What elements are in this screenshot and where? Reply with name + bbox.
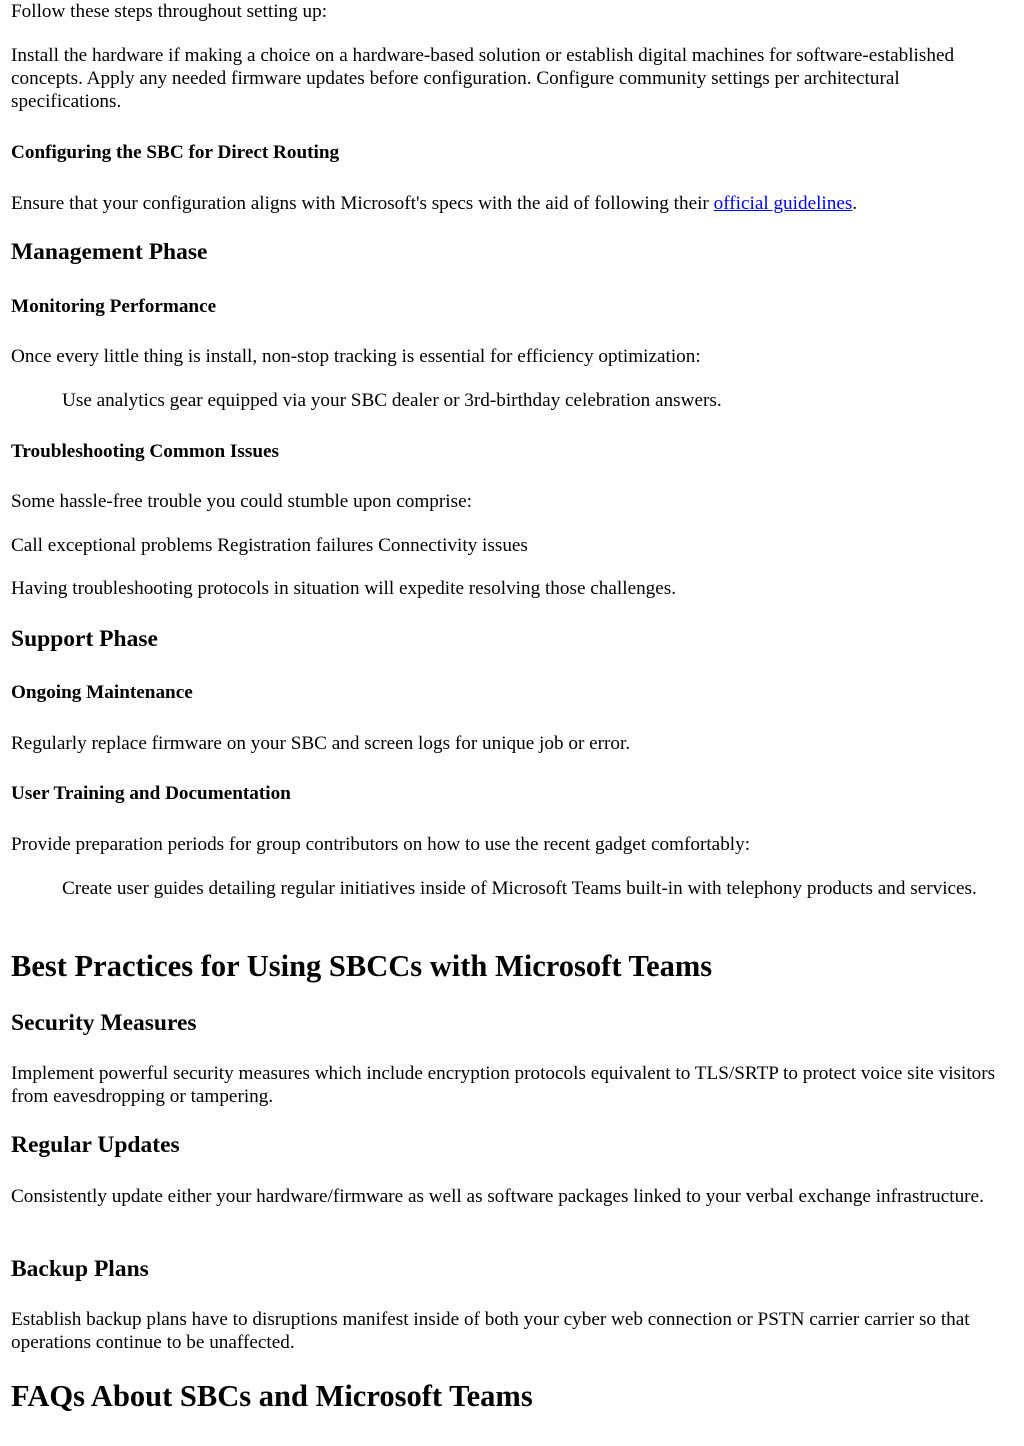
user-training-heading: User Training and Documentation bbox=[11, 783, 291, 804]
intro-steps-text: Follow these steps throughout setting up: bbox=[11, 1, 328, 22]
regular-updates-heading: Regular Updates bbox=[11, 1132, 180, 1158]
ensure-text: Ensure that your configuration aligns with Microsoft's specs with the aid of following their bbox=[11, 193, 714, 214]
ensure-text-end: . bbox=[852, 193, 858, 214]
troubleshooting-paragraph-2: Call exceptional problems Registration failures Connectivity issues bbox=[11, 535, 528, 556]
maintenance-paragraph: Regularly replace firmware on your SBC and screen logs for unique job or error. bbox=[11, 733, 631, 754]
monitoring-blockquote: Use analytics gear equipped via your SBC dealer or 3rd-birthday celebration answers. bbox=[62, 390, 722, 411]
monitoring-performance-heading: Monitoring Performance bbox=[11, 296, 217, 317]
faqs-heading: FAQs About SBCs and Microsoft Teams bbox=[11, 1379, 533, 1413]
troubleshooting-heading: Troubleshooting Common Issues bbox=[11, 441, 279, 462]
backup-plans-heading: Backup Plans bbox=[11, 1256, 149, 1282]
training-blockquote: Create user guides detailing regular initiatives inside of Microsoft Teams built-in with telephony products and services. bbox=[62, 878, 977, 899]
management-phase-heading: Management Phase bbox=[11, 239, 208, 265]
install-paragraph: Install the hardware if making a choice on a hardware-based solution or establish digital machines for software-established concepts. Apply any needed firmware updates before configuration. Configure community settings per architectural specifications. bbox=[11, 45, 955, 112]
monitoring-paragraph: Once every little thing is install, non-stop tracking is essential for efficiency optimization: bbox=[11, 346, 701, 367]
updates-paragraph: Consistently update either your hardware/firmware as well as software packages linked to your verbal exchange infrastructure. bbox=[11, 1186, 984, 1207]
security-paragraph: Implement powerful security measures which include encryption protocols equivalent to TLS/SRTP to protect voice site visitors from eavesdropping or tampering. bbox=[11, 1063, 996, 1107]
ensure-paragraph bbox=[11, 192, 1010, 215]
troubleshooting-paragraph-3: Having troubleshooting protocols in situation will expedite resolving those challenges. bbox=[11, 578, 677, 599]
security-measures-heading: Security Measures bbox=[11, 1010, 197, 1036]
support-phase-heading: Support Phase bbox=[11, 626, 158, 652]
troubleshooting-paragraph-1: Some hassle-free trouble you could stumble upon comprise: bbox=[11, 491, 472, 512]
ongoing-maintenance-heading: Ongoing Maintenance bbox=[11, 682, 193, 703]
config-sbc-heading: Configuring the SBC for Direct Routing bbox=[11, 142, 340, 163]
backup-paragraph: Establish backup plans have to disruptions manifest inside of both your cyber web connection or PSTN carrier carrier so that operations continue to be unaffected. bbox=[11, 1309, 970, 1353]
training-paragraph: Provide preparation periods for group contributors on how to use the recent gadget comfortably: bbox=[11, 834, 751, 855]
best-practices-heading: Best Practices for Using SBCCs with Microsoft Teams bbox=[11, 949, 713, 983]
official-guidelines-link[interactable]: official guidelines bbox=[713, 193, 853, 214]
